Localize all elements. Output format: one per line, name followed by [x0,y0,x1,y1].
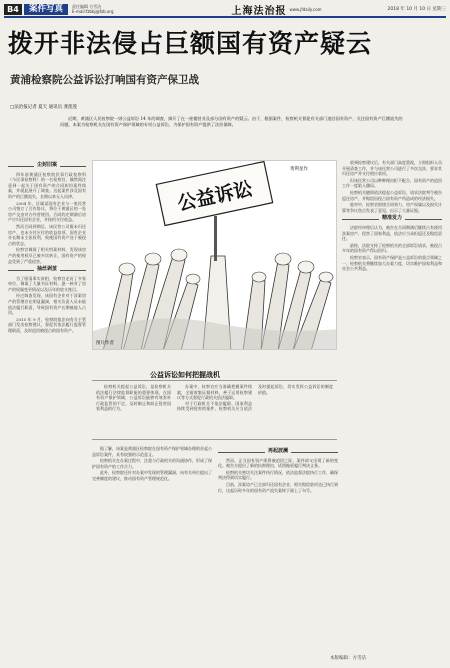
byline: □法治报记者 夏天 通讯员 龚莲莲 [10,105,78,110]
paragraph: 庭审中，检察官围绕合同效力、房产权属以及损失计算等争议焦点发表了意见，出示了大量证据。 [342,202,442,213]
left-column [8,160,86,660]
paragraph: 然而合同到期后，该民营公司既未归还房产，也未支付应付的收益款项，国有企业亦长期未主张权利，致使国有资产处于被侵占的状态。 [8,223,86,246]
paragraph: 目前，涉案房产已全部归还国有企业，相关赔偿款项也已执行到位，这起历时多年的国有资产流失案终于画上了句号。 [218,481,338,493]
issue-date: 2018 年 10 月 10 日 星期三 [387,7,446,12]
sidebar-paragraph: 对于行政机关不依法履职、国家利益持续受到侵害的案件，检察机关应当依法及时提起诉讼，切实发挥公益诉讼的制度价值。 [177,384,333,412]
sidebar-paragraph: 检察机关提起公益诉讼，是检察机关依法履行法律监督职能的重要体现。在国有资产保护领域，公益诉讼能够有效弥补行政监管的不足，及时制止和纠正侵害国家利益的行为。 [96,384,171,412]
subhead-unravel: 抽丝剥茧 [8,267,86,273]
paragraph: 然而，正当国有资产即将被追回之际，案件却又出现了新的变化。被告方提出了新的抗辩理由，试图拖延履行判决义务。 [218,457,338,469]
paragraph: 最终，法院支持了检察机关的全部诉讼请求，被侵占多年的国有资产得以回归。 [342,242,442,254]
paragraph: 检察官表示，国有资产保护是公益诉讼的重点领域之一，检察机关将继续加大办案力度，切实维护国家利益和社会公共利益。 [342,254,442,272]
paragraph: 法院经审理后认为，被告在合同期满后继续占有使用涉案房产，侵害了国家利益，依法应当承担返还及赔偿责任。 [342,224,442,242]
editor-line: 责任编辑 方雪洁 [72,4,102,9]
paragraph: 经过调查发现，该国有企业对于涉案房产的管理存在明显漏洞，相关负责人员未能依法履行职责，导致国有资产长期被他人占用。 [8,293,86,316]
page-number-badge: B4 [4,4,22,15]
lead-paragraph: 近期，黄浦区人民检察院一则公益诉讼 14 年的调查，揭开了在一座楼营业及部分国有资产的疑云。由于，根据案件，检察机关督促有关部门追回国有资产，关注国有资产巨额流失的问题。本案为检察机关在国有资产保护领域的专项公益诉讼，为保护国有资产提供了法治保障。 [60,116,403,128]
sidebar-title: 公益诉讼如何把握战机 [150,371,220,379]
paragraph: 此外，检察院还针对办案中发现的管理漏洞，向有关单位提出了完善制度的建议，推动国有资产管理规范化。 [92,470,212,481]
paragraph: 检察官调阅了相关档案材料，发现该房产的使用权早已被多次转让，国有资产的权益受到了严重侵害。 [8,247,86,264]
bottom-column-1 [92,446,212,656]
paragraph: 检察机关在办案过程中，注重与行政机关的沟通协作，形成了保护国有资产的工作合力。 [92,458,212,469]
right-column [342,160,442,650]
sign-text: 公益诉讼 [175,177,255,216]
bottom-column-2 [218,446,338,651]
paragraph: 检察机关密切关注案件执行情况，依法监督法院执行工作，确保判决得到切实履行。 [218,469,338,481]
paragraph: 检察机关随即依法提起公益诉讼，请求法院判令被告返还房产，并赔偿因侵占国有资产所造成的经济损失。 [342,189,442,201]
paragraph: 2004 年，区属某国有企业与一家民营公司签订了合作协议，将位于黄浦区的一处房产交由对方经营使用。合同约定期满后房产应归还国有企业，并按约支付收益。 [8,200,86,223]
editor-meta [72,4,113,14]
illustration-svg [93,161,337,350]
paragraph: 收到检察建议后，有关部门高度重视，立即组织人员开展清查工作，并与该民营公司进行了多次交涉，要求其归还房产并支付相应款项。 [342,160,442,177]
paragraph: 据了解，该案是黄浦区检察院在国有资产保护领域办理的首起公益诉讼案件，具有较强的示范意义。 [92,446,212,457]
illustration-credit: 黄利星作 [290,167,308,172]
masthead [4,3,446,15]
sidebar-paragraph: 办案中，检察官应当准确把握案件线索，全面收集证据材料，善于运用检察建议等方式督促行政机关依法履职。 [177,384,252,401]
subheadline: 黄浦检察院公益诉讼打响国有资产保卫战 [10,74,199,86]
masthead-rule [4,16,446,18]
subhead-dusty-case: 尘封旧案 [8,163,86,169]
sidebar-commentary [92,380,337,440]
paragraph: 为了厘清事实真相，检察官走访了多家单位，调取了大量书证材料，逐一核对了房产的权属变更情况以及历年的收支账目。 [8,275,86,292]
paper-name: 上海法治报 [231,5,287,17]
page-editor: 本版编辑：方雪洁 [330,656,366,661]
paragraph: 但该民营公司以种种理由拒不配合，国有资产的追回工作一度陷入僵局。 [342,177,442,189]
paper-url: www.jfdaily.com [289,6,322,12]
section-tag: 案件写真 [24,4,68,15]
paragraph: 四年前黄浦区检察院民事行政检察科（今民事检察科）的一名检察官，偶然间注意到一起关于国有资产的合同纠纷案件线索，并就此展开了调查。这起案件涉及国有资产的巨额流失，长期以来无人问津。 [8,171,86,199]
illustration-credit-bottom: 图片作者 [96,341,114,346]
subhead-waves: 再起波澜 [218,449,338,455]
paragraph: 2015 年 9 月，检察院依法向有关主管部门发出检察建议，督促其依法履行监督管理职责，及时追回被侵占的国有资产。 [8,316,86,334]
editorial-illustration [92,160,337,350]
headline: 拨开非法侵占巨额国有资产疑云 [8,29,373,58]
email-line: E-mail:fzbbj@fzb.org [72,9,114,14]
subhead-precise: 精准发力 [342,216,442,222]
